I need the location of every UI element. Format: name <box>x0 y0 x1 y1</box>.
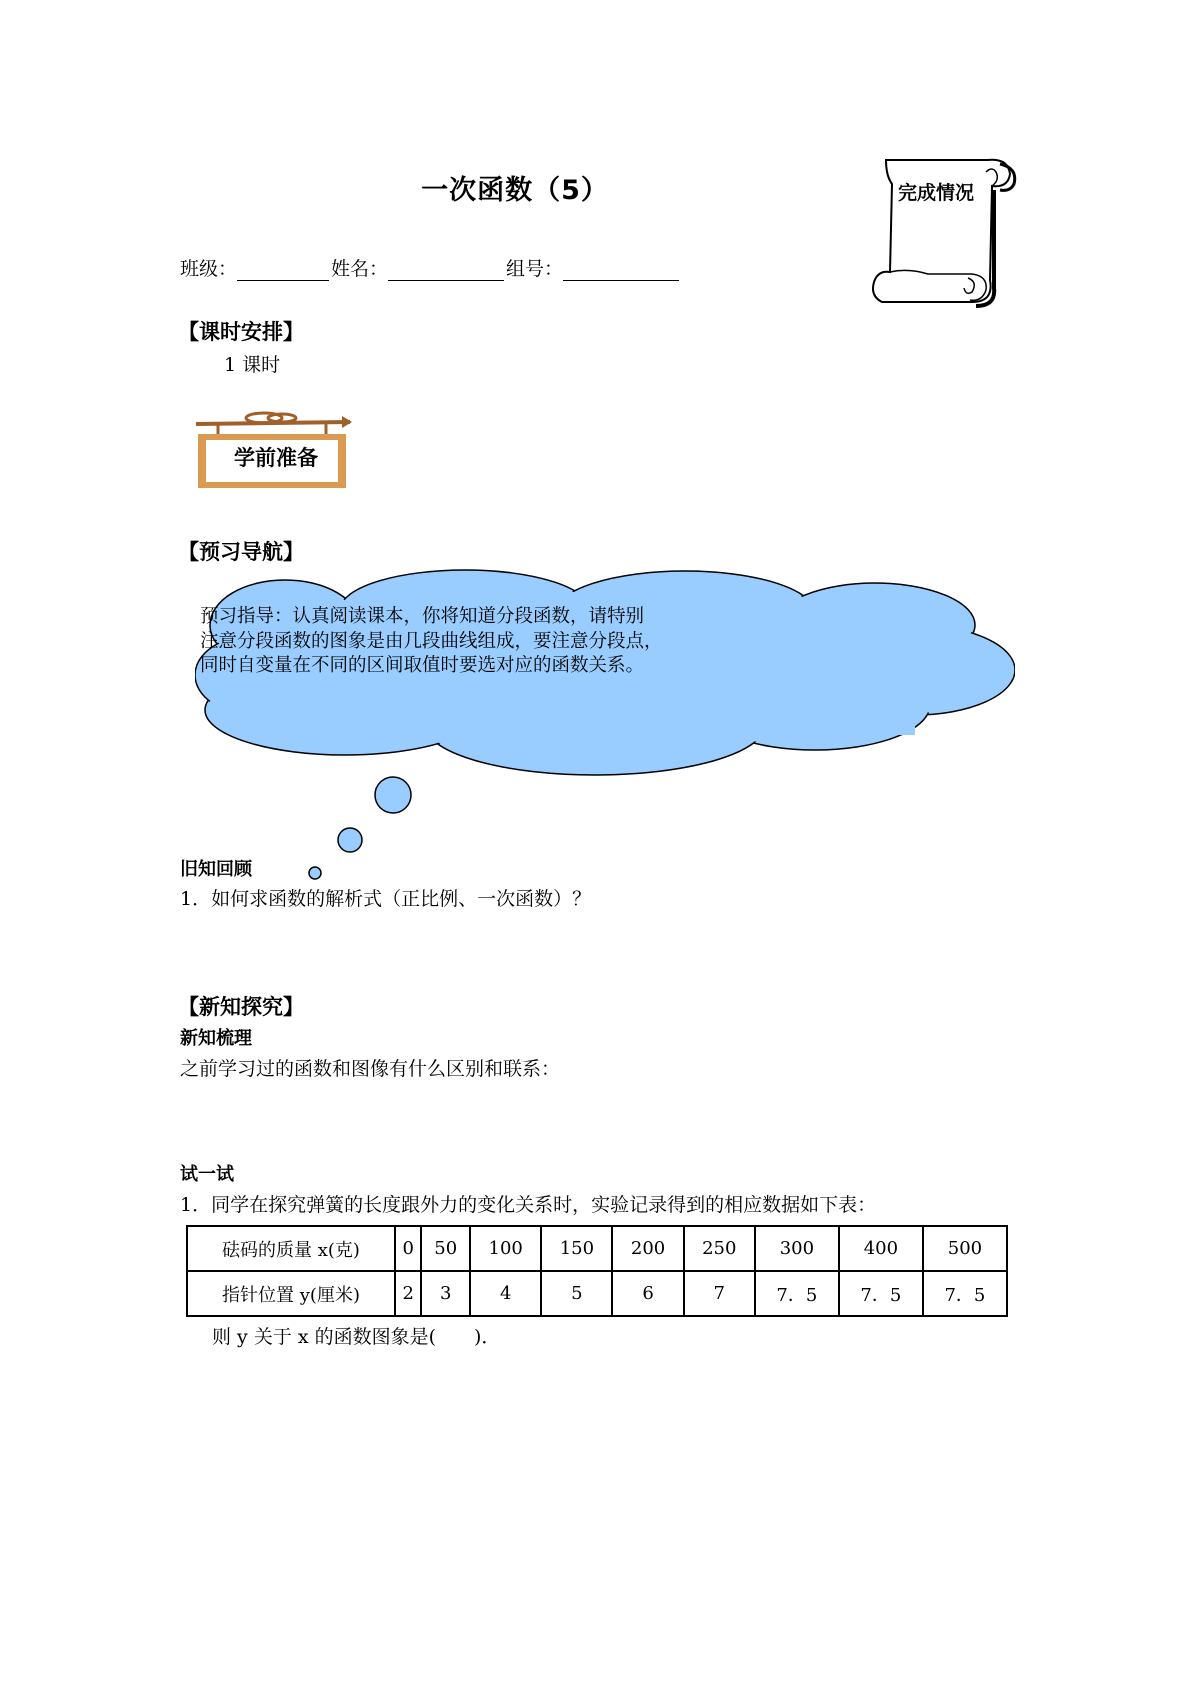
table-cell: 6 <box>612 1271 683 1316</box>
schedule-heading: 【课时安排】 <box>178 320 304 344</box>
table-cell: 250 <box>684 1226 755 1271</box>
table-row-header: 指针位置 y(厘米) <box>187 1271 395 1316</box>
table-cell: 3 <box>421 1271 470 1316</box>
preview-heading: 【预习导航】 <box>178 540 304 564</box>
table-cell: 5 <box>541 1271 612 1316</box>
preview-guidance <box>200 605 663 679</box>
preview-line: 同时自变量在不同的区间取值时要选对应的函数关系。 <box>200 655 645 676</box>
class-blank[interactable] <box>237 262 329 281</box>
pre-study-label: 学前准备 <box>234 446 318 470</box>
table-cell: 2 <box>395 1271 421 1316</box>
explore-heading: 【新知探究】 <box>178 995 304 1019</box>
try-question-1: 1．同学在探究弹簧的长度跟外力的变化关系时，实验记录得到的相应数据如下表： <box>180 1194 877 1216</box>
table-cell: 7 <box>684 1271 755 1316</box>
explore-text: 之前学习过的函数和图像有什么区别和联系： <box>180 1058 561 1080</box>
table-cell: 200 <box>612 1226 683 1271</box>
group-blank[interactable] <box>563 262 679 281</box>
table-cell: 500 <box>923 1226 1007 1271</box>
completion-scroll <box>868 150 1028 310</box>
table-cell: 150 <box>541 1226 612 1271</box>
table-cell: 100 <box>470 1226 541 1271</box>
schedule-text: 1 课时 <box>224 354 281 376</box>
try-followup: 则 y 关于 x 的函数图象是( )． <box>212 1326 501 1348</box>
name-label: 姓名： <box>331 258 389 280</box>
completion-label: 完成情况 <box>898 182 975 204</box>
pre-study-sign <box>194 410 354 490</box>
data-table <box>186 1225 1008 1317</box>
page-title: 一次函数（5） <box>421 175 609 206</box>
review-question-1: 1．如何求函数的解析式（正比例、一次函数）？ <box>180 888 592 910</box>
table-cell: 7．5 <box>755 1271 839 1316</box>
table-row <box>187 1226 1007 1271</box>
table-cell: 4 <box>470 1271 541 1316</box>
table-row-header: 砝码的质量 x(克) <box>187 1226 395 1271</box>
scroll-icon <box>868 150 1028 310</box>
table-row <box>187 1271 1007 1316</box>
table-cell: 7．5 <box>839 1271 923 1316</box>
try-heading: 试一试 <box>180 1164 234 1185</box>
student-info-line <box>180 254 681 281</box>
explore-sub-heading: 新知梳理 <box>180 1028 252 1049</box>
review-heading: 旧知回顾 <box>180 859 252 880</box>
table-cell: 7．5 <box>923 1271 1007 1316</box>
group-label: 组号： <box>506 258 564 280</box>
table-cell: 300 <box>755 1226 839 1271</box>
table-cell: 50 <box>421 1226 470 1271</box>
name-blank[interactable] <box>388 262 504 281</box>
preview-line: 注意分段函数的图象是由几段曲线组成，要注意分段点， <box>200 630 663 652</box>
table-cell: 400 <box>839 1226 923 1271</box>
class-label: 班级： <box>180 258 238 280</box>
table-cell: 0 <box>395 1226 421 1271</box>
preview-line: 预习指导：认真阅读课本，你将知道分段函数，请特别 <box>200 606 645 627</box>
